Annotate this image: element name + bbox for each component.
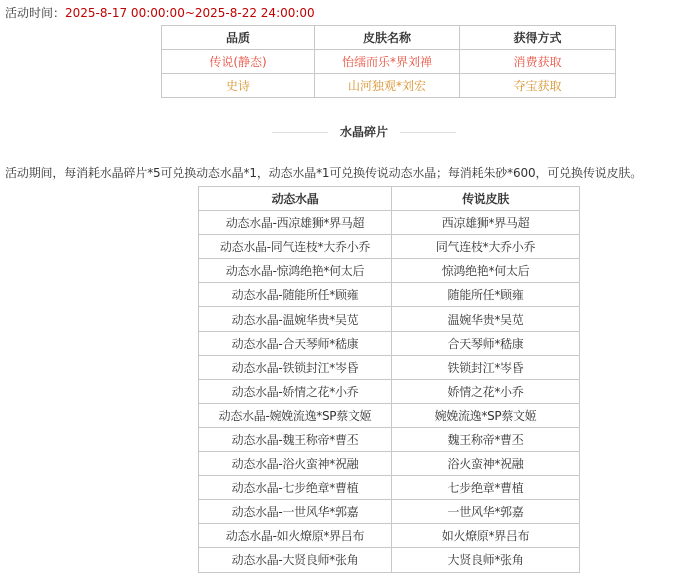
skin-name-cell: 一世风华*郭嘉	[392, 500, 580, 524]
skin-quality-cell: 传说(静态)	[162, 50, 315, 74]
crystal-name-cell: 动态水晶-如火燎原*界吕布	[199, 524, 392, 548]
table-row	[199, 427, 580, 451]
header-skin-name: 皮肤名称	[315, 26, 460, 50]
table-row	[162, 50, 616, 74]
crystal-name-cell: 动态水晶-随能所任*顾雍	[199, 283, 392, 307]
table-row	[199, 500, 580, 524]
table-row	[199, 259, 580, 283]
skin-name-cell: 魏王称帝*曹丕	[392, 427, 580, 451]
skin-quality-cell: 史诗	[162, 74, 315, 98]
table-row	[199, 524, 580, 548]
crystal-name-cell: 动态水晶-一世风华*郭嘉	[199, 500, 392, 524]
skin-table	[161, 25, 616, 98]
table-row	[199, 476, 580, 500]
crystal-name-cell: 动态水晶-惊鸿绝艳*何太后	[199, 259, 392, 283]
crystal-name-cell: 动态水晶-魏王称帝*曹丕	[199, 427, 392, 451]
crystal-name-cell: 动态水晶-西凉雄狮*界马超	[199, 211, 392, 235]
event-time-value: 2025-8-17 00:00:00~2025-8-22 24:00:00	[65, 6, 315, 20]
section-title: 水晶碎片	[340, 125, 389, 139]
header-method: 获得方式	[460, 26, 616, 50]
crystal-name-cell: 动态水晶-娇情之花*小乔	[199, 379, 392, 403]
skin-name-cell: 浴火蛮神*祝融	[392, 452, 580, 476]
crystal-name-cell: 动态水晶-七步绝章*曹植	[199, 476, 392, 500]
divider-line-right	[400, 132, 456, 133]
skin-name-cell: 铁锁封江*岑昏	[392, 355, 580, 379]
skin-name-cell: 合天琴师*嵇康	[392, 331, 580, 355]
skin-name-cell: 山河独观*刘宏	[315, 74, 460, 98]
header-dynamic-crystal: 动态水晶	[199, 187, 392, 211]
skin-method-cell: 消费获取	[460, 50, 616, 74]
crystal-name-cell: 动态水晶-温婉华贵*吴苋	[199, 307, 392, 331]
skin-table-header	[162, 26, 616, 50]
skin-name-cell: 西凉雄狮*界马超	[392, 211, 580, 235]
crystal-table-header	[199, 187, 580, 211]
skin-name-cell: 娇情之花*小乔	[392, 379, 580, 403]
crystal-name-cell: 动态水晶-合天琴师*嵇康	[199, 331, 392, 355]
event-time-label: 活动时间：	[5, 6, 66, 20]
crystal-name-cell: 动态水晶-大贤良师*张角	[199, 548, 392, 572]
skin-name-cell: 惊鸿绝艳*何太后	[392, 259, 580, 283]
skin-name-cell: 同气连枝*大乔小乔	[392, 235, 580, 259]
table-row	[162, 74, 616, 98]
table-row	[199, 283, 580, 307]
table-row	[199, 235, 580, 259]
skin-name-cell: 温婉华贵*吴苋	[392, 307, 580, 331]
crystal-table	[198, 186, 580, 573]
crystal-name-cell: 动态水晶-浴火蛮神*祝融	[199, 452, 392, 476]
skin-name-cell: 七步绝章*曹植	[392, 476, 580, 500]
skin-name-cell: 如火燎原*界吕布	[392, 524, 580, 548]
description: 活动期间，每消耗水晶碎片*5可兑换动态水晶*1，动态水晶*1可兑换传说动态水晶；每消耗朱砂*600，可兑换传说皮肤。	[5, 166, 643, 180]
table-row	[199, 548, 580, 572]
divider-line-left	[272, 132, 328, 133]
crystal-name-cell: 动态水晶-同气连枝*大乔小乔	[199, 235, 392, 259]
table-row	[199, 331, 580, 355]
header-quality: 品质	[162, 26, 315, 50]
crystal-name-cell: 动态水晶-婉娩流逸*SP蔡文姬	[199, 403, 392, 427]
table-row	[199, 452, 580, 476]
section-divider	[0, 122, 682, 142]
table-row	[199, 379, 580, 403]
skin-name-cell: 随能所任*顾雍	[392, 283, 580, 307]
table-row	[199, 211, 580, 235]
table-row	[199, 403, 580, 427]
skin-name-cell: 大贤良师*张角	[392, 548, 580, 572]
skin-method-cell: 夺宝获取	[460, 74, 616, 98]
header-legend-skin: 传说皮肤	[392, 187, 580, 211]
skin-name-cell: 怡𦈡而乐*界刘禅	[315, 50, 460, 74]
skin-name-cell: 婉娩流逸*SP蔡文姬	[392, 403, 580, 427]
event-time	[5, 5, 315, 21]
crystal-name-cell: 动态水晶-铁锁封江*岑昏	[199, 355, 392, 379]
table-row	[199, 355, 580, 379]
table-row	[199, 307, 580, 331]
